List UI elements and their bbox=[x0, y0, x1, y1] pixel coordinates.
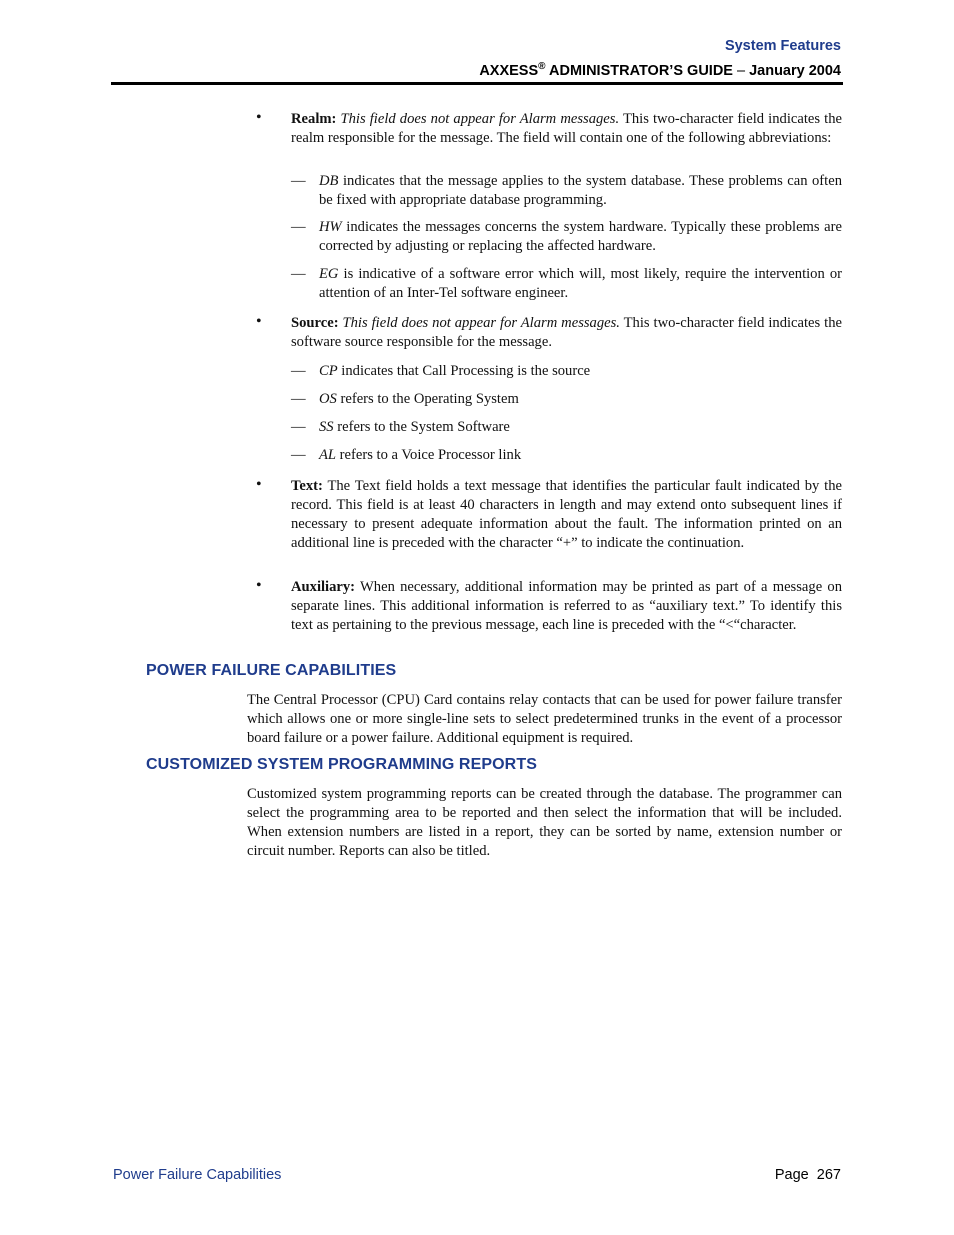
source-item-code: SS bbox=[319, 419, 334, 435]
realm-item-text: is indicative of a software error which will, most likely, require the intervention or attention of an Inter-Tel software engineer. bbox=[319, 266, 842, 301]
realm-item-eg bbox=[319, 265, 842, 303]
dash-icon: — bbox=[291, 219, 306, 235]
registered-mark: ® bbox=[538, 61, 546, 72]
source-item-code: OS bbox=[319, 391, 337, 407]
bullet-icon: • bbox=[256, 109, 262, 126]
source-item-text: refers to the System Software bbox=[333, 419, 510, 435]
auxiliary-paragraph bbox=[291, 578, 842, 635]
footer-page-number bbox=[775, 1167, 841, 1183]
realm-paragraph bbox=[291, 110, 842, 148]
realm-item-hw bbox=[319, 218, 842, 256]
bullet-icon: • bbox=[256, 313, 262, 330]
running-header-section: System Features bbox=[724, 38, 841, 54]
guide-title: ADMINISTRATOR’S GUIDE bbox=[545, 63, 733, 79]
footer-section-title: Power Failure Capabilities bbox=[113, 1167, 282, 1183]
source-item-code: CP bbox=[319, 363, 338, 379]
section-heading-customized-reports: CUSTOMIZED SYSTEM PROGRAMMING REPORTS bbox=[146, 756, 537, 773]
source-paragraph bbox=[291, 314, 842, 352]
realm-item-code: EG bbox=[319, 266, 339, 282]
guide-separator: – bbox=[732, 63, 750, 79]
auxiliary-label: Auxiliary: bbox=[291, 579, 356, 595]
customized-reports-paragraph: Customized system programming reports can be created through the database. The programmer can select the programming area to be reported and then select the information that will be included. When extension numbers are listed in a report, they can be sorted by name, extension number or circuit number. Reports can also be titled. bbox=[247, 786, 842, 859]
page-number: 267 bbox=[816, 1167, 841, 1183]
dash-icon: — bbox=[291, 391, 306, 407]
page-label: Page bbox=[774, 1167, 809, 1183]
source-note: This field does not appear for Alarm messages. bbox=[342, 315, 620, 331]
realm-item-code: HW bbox=[319, 219, 342, 235]
realm-item-text: indicates that the message applies to the system database. These problems can often be fixed with appropriate database programming. bbox=[319, 173, 842, 208]
guide-date: January 2004 bbox=[749, 63, 841, 79]
source-label: Source: bbox=[291, 315, 339, 331]
dash-icon: — bbox=[291, 447, 306, 463]
source-item-text: refers to the Operating System bbox=[336, 391, 519, 407]
header-rule bbox=[111, 82, 843, 85]
source-item-text: refers to a Voice Processor link bbox=[336, 447, 522, 463]
section-heading-power-failure: POWER FAILURE CAPABILITIES bbox=[146, 662, 397, 679]
source-item-cp bbox=[319, 362, 842, 381]
dash-icon: — bbox=[291, 173, 306, 189]
source-item-text: indicates that Call Processing is the source bbox=[337, 363, 591, 379]
running-header-guide bbox=[479, 61, 841, 79]
source-body: This two-character field indicates the software source responsible for the message. bbox=[291, 315, 842, 350]
source-item-os bbox=[319, 390, 842, 409]
realm-item-code: DB bbox=[319, 173, 339, 189]
realm-item-text: indicates the messages concerns the system hardware. Typically these problems are corrected by adjusting or replacing the affected hardware. bbox=[319, 219, 842, 254]
source-item-ss bbox=[319, 418, 842, 437]
power-failure-paragraph: The Central Processor (CPU) Card contains relay contacts that can be used for power failure transfer which allows one or more single-line sets to select predetermined trunks in the event of a processor board failure or a power failure. Additional equipment is required. bbox=[247, 692, 842, 746]
text-label: Text: bbox=[291, 478, 323, 494]
dash-icon: — bbox=[291, 419, 306, 435]
realm-item-db bbox=[319, 172, 842, 210]
realm-body: This two-character field indicates the realm responsible for the message. The field will contain one of the following abbreviations: bbox=[291, 111, 842, 146]
source-item-code: AL bbox=[319, 447, 337, 463]
guide-name: AXXESS bbox=[479, 63, 539, 79]
bullet-icon: • bbox=[256, 577, 262, 594]
bullet-icon: • bbox=[256, 476, 262, 493]
realm-note: This field does not appear for Alarm messages. bbox=[340, 111, 620, 127]
text-body: The Text field holds a text message that identifies the particular fault indicated by the record. This field is at least 40 characters in length and may extend onto subsequent lines if necessary to present adequate information about the fault. The information printed on an additional line is preceded with the character “+” to indicate the continuation. bbox=[291, 478, 842, 551]
source-item-al bbox=[319, 446, 842, 465]
dash-icon: — bbox=[291, 266, 306, 282]
realm-label: Realm: bbox=[291, 111, 337, 127]
text-paragraph bbox=[291, 477, 842, 553]
auxiliary-body: When necessary, additional information may be printed as part of a message on separate lines. This additional information is referred to as “auxiliary text.” To identify this text as pertaining to the previous message, each line is preceded with the “<“character. bbox=[291, 579, 842, 633]
dash-icon: — bbox=[291, 363, 306, 379]
